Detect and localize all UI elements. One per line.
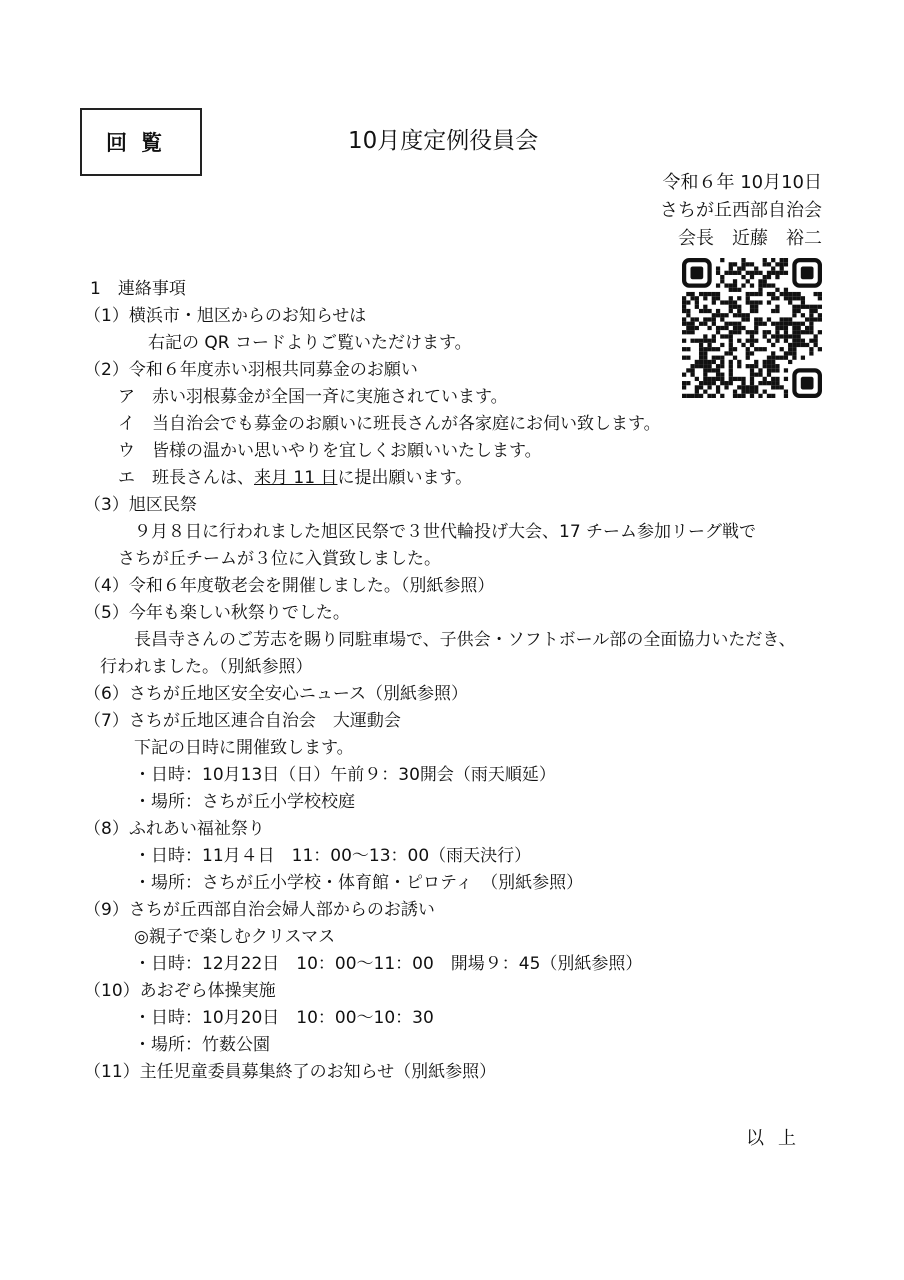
- item-7-date: ・日時：10月13日（日）午前９：30開会（雨天順延）: [134, 765, 556, 785]
- item-7-title: （7）さちが丘地区連合自治会 大運動会: [84, 711, 401, 731]
- item-10-place: ・場所：竹薮公園: [134, 1035, 270, 1055]
- item-2-u: ウ 皆様の温かい思いやりを宜しくお願いいたします。: [118, 441, 542, 461]
- item-1-line-1: 右記の QR コードよりご覧いただけます。: [148, 333, 472, 353]
- item-8-title: （8）ふれあい福祉祭り: [84, 819, 265, 839]
- item-5-line-2: 行われました。（別紙参照）: [100, 657, 313, 677]
- item-7-place: ・場所：さちが丘小学校校庭: [134, 792, 355, 812]
- item-8-date: ・日時：11月４日 11：00～13：00（雨天決行）: [134, 846, 532, 866]
- item-9-date: ・日時：12月22日 10：00～11：00 開場９：45（別紙参照）: [134, 954, 643, 974]
- item-2-a: ア 赤い羽根募金が全国一斉に実施されています。: [118, 387, 508, 407]
- item-10-title: （10）あおぞら体操実施: [84, 981, 276, 1001]
- item-9-line-1: ◎親子で楽しむクリスマス: [134, 927, 336, 947]
- item-8-place: ・場所：さちが丘小学校・体育館・ピロティ （別紙参照）: [134, 873, 584, 893]
- item-7-line-1: 下記の日時に開催致します。: [134, 738, 354, 758]
- section-heading: 1 連絡事項: [90, 279, 186, 299]
- item-11-title: （11）主任児童委員募集終了のお知らせ（別紙参照）: [84, 1062, 497, 1082]
- item-2-i: イ 当自治会でも募金のお願いに班長さんが各家庭にお伺い致します。: [118, 414, 661, 434]
- item-5-line-1: 長昌寺さんのご芳志を賜り同駐車場で、子供会・ソフトボール部の全面協力いただき、: [134, 630, 796, 650]
- item-1-title: （1）横浜市・旭区からのお知らせは: [84, 306, 367, 326]
- document-title: 10月度定例役員会: [348, 128, 539, 154]
- item-2-e-post: に提出願います。: [337, 468, 473, 488]
- item-2-title: （2）令和６年度赤い羽根共同募金のお願い: [84, 360, 418, 380]
- item-6-title: （6）さちが丘地区安全安心ニュース（別紙参照）: [84, 684, 468, 704]
- header-organization: さちが丘西部自治会: [660, 200, 822, 221]
- header-date: 令和６年 10月10日: [662, 172, 822, 193]
- item-10-date: ・日時：10月20日 10：00～10：30: [134, 1008, 434, 1028]
- closing-mark: 以上: [746, 1128, 810, 1149]
- item-2-e-pre: エ 班長さんは、: [118, 468, 254, 488]
- header-author: 会長 近藤 裕二: [678, 228, 822, 249]
- kairan-label: 回覧: [106, 131, 176, 155]
- item-3-line-2: さちが丘チームが３位に入賞致しました。: [118, 549, 441, 569]
- kairan-stamp-box: [80, 108, 202, 176]
- item-2-e-deadline: 来月 11 日: [254, 468, 338, 488]
- qr-code-icon: [682, 258, 822, 398]
- item-3-title: （3）旭区民祭: [84, 495, 197, 515]
- item-9-title: （9）さちが丘西部自治会婦人部からのお誘い: [84, 900, 435, 920]
- item-5-title: （5）今年も楽しい秋祭りでした。: [84, 603, 350, 623]
- item-4-title: （4）令和６年度敬老会を開催しました。（別紙参照）: [84, 576, 495, 596]
- item-2-e: [118, 465, 472, 492]
- item-3-line-1: ９月８日に行われました旭区民祭で３世代輪投げ大会、17 チーム参加リーグ戦で: [134, 522, 757, 542]
